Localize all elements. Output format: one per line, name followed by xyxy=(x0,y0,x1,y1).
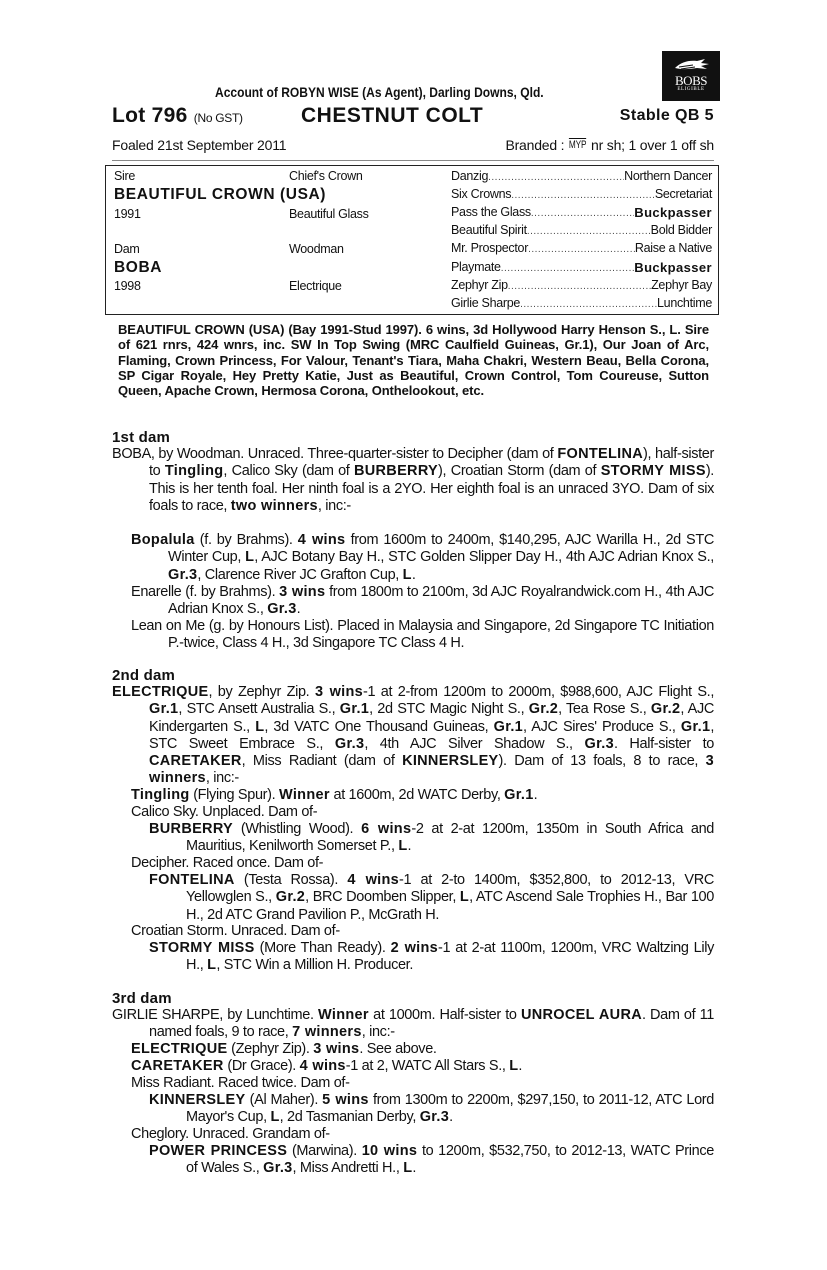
grandparent: Zephyr Zip xyxy=(451,278,508,292)
dot-leader xyxy=(527,223,651,240)
dot-leader xyxy=(528,241,635,258)
grandparent-row xyxy=(451,278,712,295)
dot-leader xyxy=(501,260,635,277)
sire-sire: Chief's Crown xyxy=(289,169,363,183)
progeny-entry: Calico Sky. Unplaced. Dam of- xyxy=(131,804,318,820)
sire-label: Sire xyxy=(114,169,136,183)
progeny-entry: Decipher. Raced once. Dam of- xyxy=(131,855,324,871)
brand-mark: MYP xyxy=(568,139,587,151)
gst-note: (No GST) xyxy=(193,111,243,125)
grandparent-row xyxy=(451,241,712,258)
second-dam-heading: 2nd dam xyxy=(112,667,176,684)
progeny-entry: Croatian Storm. Unraced. Dam of- xyxy=(131,923,340,939)
horse-head-icon xyxy=(671,56,711,74)
great-grandparent: Lunchtime xyxy=(657,296,712,310)
sire-dam: Beautiful Glass xyxy=(289,207,369,221)
stable-location: Stable QB 5 xyxy=(619,107,714,124)
logo-subtext: ELIGIBLE xyxy=(677,87,705,92)
great-grandparent: Buckpasser xyxy=(634,205,712,220)
branded-details: nr sh; 1 over 1 off sh xyxy=(591,137,714,153)
dam-label: Dam xyxy=(114,242,140,256)
sire-summary: BEAUTIFUL CROWN (USA) (Bay 1991-Stud 1997). 6 wins, 3d Hollywood Harry Henson S., L. Sire of 621 rnrs, 424 wnrs, inc. SW In Top Swing (MRC Caulfield Guineas, Gr.1), Our Joan of Arc, Flaming, Crown Princess, For Valour, Tenant's Tiara, Maha Chakri, Western Beau, Bella Corona, SP Cigar Royale, Hey Pretty Katie, Just as Beautiful, Crown Control, Tom Coureuse, Sutton Queen, Apache Crown, Hermosa Corona, Onthelookout, etc. xyxy=(118,322,709,399)
grandparent-row xyxy=(451,260,712,277)
sire-name: BEAUTIFUL CROWN (USA) xyxy=(114,186,327,203)
pedigree-table xyxy=(105,165,719,315)
progeny-entry: Bopalula (f. by Brahms). 4 wins from 1600m to 2400m, $140,295, AJC Warilla H., 2d STC Winter Cup, L, AJC Botany Bay H., STC Golden Slipper Day H., 4th AJC Adrian Knox S., Gr.3, Clarence River JC Grafton Cup, L. xyxy=(131,532,714,583)
progeny-entry: ELECTRIQUE (Zephyr Zip). 3 wins. See above. xyxy=(131,1041,437,1057)
progeny-entry: POWER PRINCESS (Marwina). 10 wins to 1200m, $532,750, to 2012-13, WATC Prince of Wales S., Gr.3, Miss Andretti H., L. xyxy=(149,1143,714,1177)
grandparent-row xyxy=(451,223,712,240)
lot-number xyxy=(112,104,243,128)
grandparent: Mr. Prospector xyxy=(451,241,529,255)
branded-label: Branded : xyxy=(505,137,565,153)
great-grandparent: Zephyr Bay xyxy=(651,278,712,292)
brand-info xyxy=(505,137,714,153)
progeny-entry: Cheglory. Unraced. Grandam of- xyxy=(131,1126,330,1142)
dot-leader xyxy=(488,169,624,186)
grandparent-row xyxy=(451,205,712,222)
dam-dam: Electrique xyxy=(289,279,342,293)
dot-leader xyxy=(520,296,657,313)
second-dam-intro: ELECTRIQUE, by Zephyr Zip. 3 wins-1 at 2-from 1200m to 2000m, $988,600, AJC Flight S., Gr.1, STC Ansett Australia S., Gr.1, 2d STC Magic Night S., Gr.2, Tea Rose S., Gr.2, AJC Kindergarten S., L, 3d VATC One Thousand Guineas, Gr.1, AJC Sires' Produce S., Gr.1, STC Sweet Embrace S., Gr.3, 4th AJC Silver Shadow S., Gr.3. Half-sister to CARETAKER, Miss Radiant (dam of KINNERSLEY). Dam of 13 foals, 8 to race, 3 winners, inc:- xyxy=(112,684,715,787)
grandparent: Girlie Sharpe xyxy=(451,296,521,310)
dot-leader xyxy=(531,205,634,222)
dam-sire: Woodman xyxy=(289,242,344,256)
grandparent-row xyxy=(451,187,712,204)
grandparent: Pass the Glass xyxy=(451,205,531,219)
header-divider xyxy=(112,160,714,161)
great-grandparent: Secretariat xyxy=(654,187,712,201)
lot-line xyxy=(112,104,714,130)
progeny-entry: STORMY MISS (More Than Ready). 2 wins-1 at 2-at 1100m, 1200m, VRC Waltzing Lily H., L, STC Win a Million H. Producer. xyxy=(149,940,714,974)
progeny-entry: Miss Radiant. Raced twice. Dam of- xyxy=(131,1075,350,1091)
great-grandparent: Raise a Native xyxy=(634,241,712,255)
grandparent: Danzig xyxy=(451,169,489,183)
great-grandparent: Bold Bidder xyxy=(650,223,712,237)
vendor-account: Account of ROBYN WISE (As Agent), Darling Downs, Qld. xyxy=(215,84,544,100)
progeny-entry: Tingling (Flying Spur). Winner at 1600m, 2d WATC Derby, Gr.1. xyxy=(131,787,538,803)
third-dam-intro: GIRLIE SHARPE, by Lunchtime. Winner at 1000m. Half-sister to UNROCEL AURA. Dam of 11 named foals, 9 to race, 7 winners, inc:- xyxy=(112,1007,714,1041)
foaled-date: Foaled 21st September 2011 xyxy=(112,137,287,153)
progeny-entry: FONTELINA (Testa Rossa). 4 wins-1 at 2-to 1400m, $352,800, to 2012-13, VRC Yellowglen S., Gr.2, BRC Doomben Slipper, L, ATC Ascend Sale Trophies H., Bar 100 H., 2d ATC Grand Pavilion P., McGrath H. xyxy=(149,872,714,923)
great-grandparent: Northern Dancer xyxy=(624,169,712,183)
first-dam-intro: BOBA, by Woodman. Unraced. Three-quarter-sister to Decipher (dam of FONTELINA), half-sister to Tingling, Calico Sky (dam of BURBERRY), Croatian Storm (dam of STORMY MISS). This is her tenth foal. Her ninth foal is a 2YO. Her eighth foal is an unraced 3YO. Dam of six foals to race, two winners, inc:- xyxy=(112,446,714,514)
sire-year: 1991 xyxy=(114,207,141,221)
dam-year: 1998 xyxy=(114,279,141,293)
grandparent: Beautiful Spirit xyxy=(451,223,527,237)
progeny-entry: KINNERSLEY (Al Maher). 5 wins from 1300m to 2200m, $297,150, to 2011-12, ATC Lord Mayor's Cup, L, 2d Tasmanian Derby, Gr.3. xyxy=(149,1092,715,1126)
dot-leader xyxy=(511,187,655,204)
first-dam-heading: 1st dam xyxy=(112,429,171,446)
progeny-entry: BURBERRY (Whistling Wood). 6 wins-2 at 2-at 1200m, 1350m in South Africa and Mauritius, Kenilworth Somerset P., L. xyxy=(149,821,715,855)
third-dam-heading: 3rd dam xyxy=(112,990,172,1007)
progeny-entry: Lean on Me (g. by Honours List). Placed in Malaysia and Singapore, 2d Singapore TC Initiation P.-twice, Class 4 H., 3d Singapore TC Class 4 H. xyxy=(131,618,714,652)
lot-label: Lot 796 xyxy=(112,104,188,127)
bobs-eligible-logo xyxy=(662,51,720,101)
grandparent-row xyxy=(451,169,712,186)
progeny-entry: CARETAKER (Dr Grace). 4 wins-1 at 2, WATC All Stars S., L. xyxy=(131,1058,523,1074)
progeny-entry: Enarelle (f. by Brahms). 3 wins from 1800m to 2100m, 3d AJC Royalrandwick.com H., 4th AJC Adrian Knox S., Gr.3. xyxy=(131,584,714,618)
foaled-line xyxy=(112,137,714,157)
grandparent-row xyxy=(451,296,712,313)
grandparent: Six Crowns xyxy=(451,187,512,201)
great-grandparent: Buckpasser xyxy=(634,260,712,275)
dot-leader xyxy=(508,278,651,295)
horse-description: CHESTNUT COLT xyxy=(301,104,484,127)
dam-name: BOBA xyxy=(114,259,163,276)
logo-text: BOBS xyxy=(675,73,707,88)
grandparent: Playmate xyxy=(451,260,501,274)
